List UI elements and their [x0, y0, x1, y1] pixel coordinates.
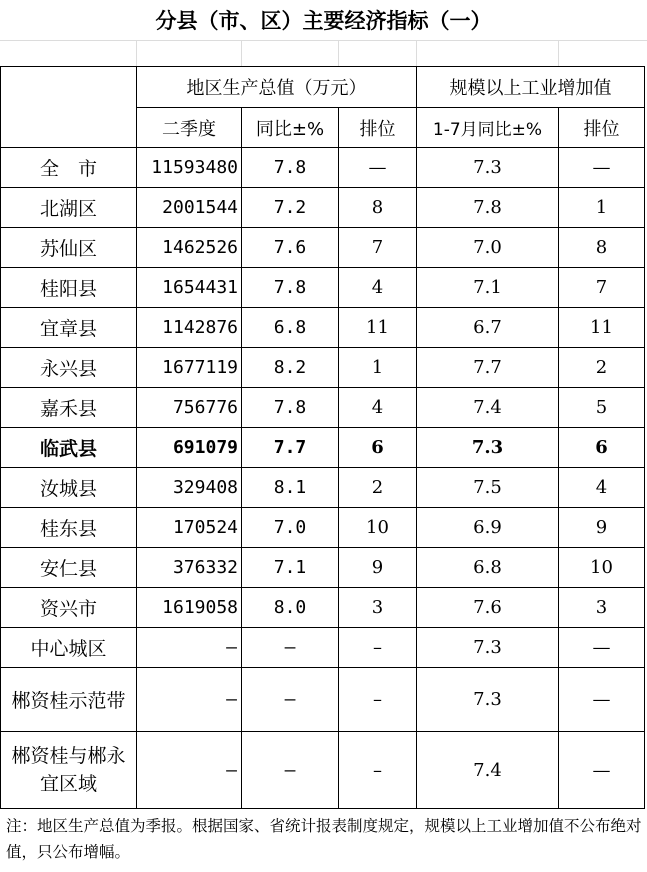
gdp-yoy-cell: 7.7: [242, 428, 339, 468]
gdp-q2-cell: 1142876: [137, 308, 242, 348]
grid-line: [241, 40, 242, 66]
industry-yoy-cell: 7.8: [417, 188, 559, 228]
region-name-cell: 桂阳县: [1, 268, 137, 308]
industry-rank-cell: 8: [559, 228, 645, 268]
industry-yoy-cell: 6.9: [417, 508, 559, 548]
industry-rank-cell: —: [559, 148, 645, 188]
gdp-q2-cell: –: [137, 732, 242, 809]
region-name-cell: 宜章县: [1, 308, 137, 348]
gdp-yoy-cell: –: [242, 668, 339, 732]
industry-rank-cell: —: [559, 668, 645, 732]
table-row: [1, 548, 645, 588]
industry-yoy-cell: 7.7: [417, 348, 559, 388]
region-name-cell: 郴资桂示范带: [1, 668, 137, 732]
header-yoy: 同比±%: [242, 108, 339, 148]
table-row: [1, 428, 645, 468]
region-name-cell: 桂东县: [1, 508, 137, 548]
industry-rank-cell: 3: [559, 588, 645, 628]
gdp-rank-cell: —: [339, 148, 417, 188]
table-row: [1, 148, 645, 188]
table-row: [1, 732, 645, 809]
industry-yoy-cell: 6.8: [417, 548, 559, 588]
gdp-yoy-cell: 8.0: [242, 588, 339, 628]
grid-line: [338, 40, 339, 66]
industry-yoy-cell: 7.4: [417, 388, 559, 428]
gdp-rank-cell: 6: [339, 428, 417, 468]
gdp-yoy-cell: 7.2: [242, 188, 339, 228]
header-jan-jul-yoy: 1-7月同比±%: [417, 108, 559, 148]
industry-rank-cell: 5: [559, 388, 645, 428]
gdp-yoy-cell: 6.8: [242, 308, 339, 348]
gdp-yoy-cell: 7.0: [242, 508, 339, 548]
table-row: [1, 468, 645, 508]
industry-yoy-cell: 7.3: [417, 628, 559, 668]
gdp-q2-cell: 756776: [137, 388, 242, 428]
gdp-yoy-cell: 7.8: [242, 148, 339, 188]
region-name-cell: 永兴县: [1, 348, 137, 388]
table-row: [1, 628, 645, 668]
industry-rank-cell: 1: [559, 188, 645, 228]
gdp-q2-cell: 11593480: [137, 148, 242, 188]
industry-rank-cell: —: [559, 628, 645, 668]
grid-line: [0, 40, 647, 41]
gdp-yoy-cell: 7.8: [242, 268, 339, 308]
industry-yoy-cell: 7.1: [417, 268, 559, 308]
gdp-rank-cell: –: [339, 732, 417, 809]
footnote: 注：地区生产总值为季报。根据国家、省统计报表制度规定，规模以上工业增加值不公布绝对值，只公布增幅。: [6, 817, 642, 861]
industry-yoy-cell: 7.3: [417, 148, 559, 188]
gdp-rank-cell: 2: [339, 468, 417, 508]
grid-line: [416, 40, 417, 66]
economic-indicators-table: [0, 66, 645, 809]
region-name-cell: 资兴市: [1, 588, 137, 628]
region-name-cell: 中心城区: [1, 628, 137, 668]
gdp-yoy-cell: 7.6: [242, 228, 339, 268]
table-row: [1, 268, 645, 308]
gdp-q2-cell: 1619058: [137, 588, 242, 628]
gdp-rank-cell: –: [339, 668, 417, 732]
gdp-yoy-cell: –: [242, 628, 339, 668]
table-row: [1, 308, 645, 348]
industry-rank-cell: —: [559, 732, 645, 809]
grid-line: [558, 40, 559, 66]
region-name-cell: 安仁县: [1, 548, 137, 588]
industry-yoy-cell: 7.0: [417, 228, 559, 268]
header-industry-group: 规模以上工业增加值: [417, 67, 645, 108]
gdp-q2-cell: 170524: [137, 508, 242, 548]
table-row: [1, 388, 645, 428]
gdp-rank-cell: 7: [339, 228, 417, 268]
gdp-q2-cell: –: [137, 668, 242, 732]
industry-rank-cell: 4: [559, 468, 645, 508]
gdp-yoy-cell: –: [242, 732, 339, 809]
region-name-cell: 全 市: [1, 148, 137, 188]
table-title: 分县（市、区）主要经济指标（一）: [155, 9, 492, 33]
region-name-cell: 苏仙区: [1, 228, 137, 268]
region-name-cell: 北湖区: [1, 188, 137, 228]
industry-rank-cell: 10: [559, 548, 645, 588]
header-q2: 二季度: [137, 108, 242, 148]
table-row: [1, 508, 645, 548]
grid-line: [136, 40, 137, 66]
gdp-yoy-cell: 7.1: [242, 548, 339, 588]
gdp-q2-cell: –: [137, 628, 242, 668]
region-name-cell: 嘉禾县: [1, 388, 137, 428]
table-row: [1, 188, 645, 228]
gdp-q2-cell: 691079: [137, 428, 242, 468]
table-row: [1, 588, 645, 628]
table-row: [1, 668, 645, 732]
header-row-1: [1, 67, 645, 108]
header-gdp-group: 地区生产总值（万元）: [137, 67, 417, 108]
region-name-cell: 郴资桂与郴永宜区域: [1, 732, 137, 809]
industry-rank-cell: 6: [559, 428, 645, 468]
header-rank-2: 排位: [559, 108, 645, 148]
gdp-rank-cell: 9: [339, 548, 417, 588]
gdp-q2-cell: 1677119: [137, 348, 242, 388]
gdp-rank-cell: 3: [339, 588, 417, 628]
industry-yoy-cell: 7.3: [417, 668, 559, 732]
gdp-rank-cell: 4: [339, 388, 417, 428]
industry-yoy-cell: 6.7: [417, 308, 559, 348]
gdp-rank-cell: 8: [339, 188, 417, 228]
region-name-cell: 临武县: [1, 428, 137, 468]
table-row: [1, 348, 645, 388]
empty-spreadsheet-row: [0, 40, 647, 66]
header-blank-cell: [1, 67, 137, 148]
gdp-q2-cell: 376332: [137, 548, 242, 588]
gdp-yoy-cell: 8.1: [242, 468, 339, 508]
gdp-rank-cell: –: [339, 628, 417, 668]
gdp-rank-cell: 4: [339, 268, 417, 308]
gdp-rank-cell: 1: [339, 348, 417, 388]
industry-rank-cell: 9: [559, 508, 645, 548]
industry-yoy-cell: 7.3: [417, 428, 559, 468]
gdp-q2-cell: 2001544: [137, 188, 242, 228]
header-rank: 排位: [339, 108, 417, 148]
gdp-yoy-cell: 7.8: [242, 388, 339, 428]
gdp-q2-cell: 329408: [137, 468, 242, 508]
industry-rank-cell: 2: [559, 348, 645, 388]
gdp-q2-cell: 1462526: [137, 228, 242, 268]
table-row: [1, 228, 645, 268]
industry-yoy-cell: 7.5: [417, 468, 559, 508]
region-name-cell: 汝城县: [1, 468, 137, 508]
industry-yoy-cell: 7.6: [417, 588, 559, 628]
industry-rank-cell: 11: [559, 308, 645, 348]
gdp-rank-cell: 10: [339, 508, 417, 548]
gdp-yoy-cell: 8.2: [242, 348, 339, 388]
industry-rank-cell: 7: [559, 268, 645, 308]
gdp-q2-cell: 1654431: [137, 268, 242, 308]
gdp-rank-cell: 11: [339, 308, 417, 348]
industry-yoy-cell: 7.4: [417, 732, 559, 809]
